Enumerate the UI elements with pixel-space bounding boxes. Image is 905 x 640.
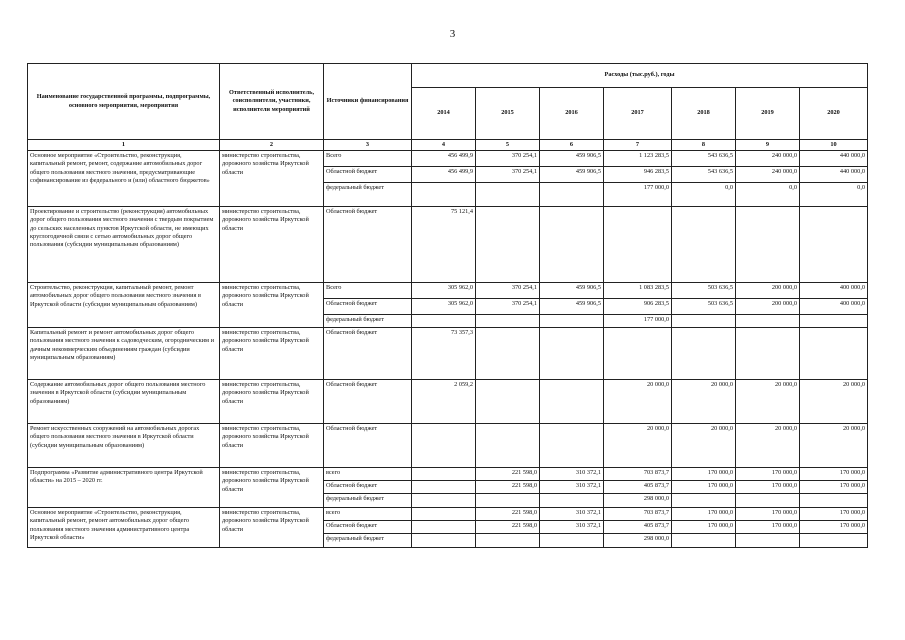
expense-value-2020: 0,0: [800, 183, 868, 207]
column-number: 6: [540, 140, 604, 151]
expense-value-2019: [736, 534, 800, 548]
expense-value-2017: 298 000,0: [604, 534, 672, 548]
expense-value-2016: [540, 328, 604, 380]
expense-value-2020: 170 000,0: [800, 521, 868, 534]
expense-value-2020: 400 000,0: [800, 283, 868, 299]
program-name: Ремонт искусственных сооружений на автомобильных дорогах общего пользования местного значения в Иркутской области (субсидии муниципальным образованиям): [28, 424, 220, 468]
expense-value-2016: [540, 494, 604, 508]
expense-value-2015: [476, 494, 540, 508]
expense-value-2019: 170 000,0: [736, 521, 800, 534]
program-name: Строительство, реконструкция, капитальный ремонт, ремонт автомобильных дорог общего пользования местного значения в Иркутской области (субсидии муниципальным образованиям): [28, 283, 220, 328]
expense-value-2014: [412, 183, 476, 207]
expense-value-2015: 370 254,1: [476, 167, 540, 183]
expense-value-2018: 503 636,5: [672, 299, 736, 315]
expense-value-2019: 240 000,0: [736, 151, 800, 167]
expense-value-2020: 440 000,0: [800, 151, 868, 167]
program-name: Подпрограмма «Развитие административного центра Иркутской области» на 2015 – 2020 гг.: [28, 468, 220, 508]
column-number: 4: [412, 140, 476, 151]
expense-value-2018: 170 000,0: [672, 468, 736, 481]
expense-value-2017: 946 283,5: [604, 167, 672, 183]
funding-source: Областной бюджет: [324, 207, 412, 283]
expense-value-2017: 20 000,0: [604, 424, 672, 468]
expense-value-2014: [412, 481, 476, 494]
expense-value-2019: 200 000,0: [736, 283, 800, 299]
funding-source: Всего: [324, 151, 412, 167]
program-name: Капитальный ремонт и ремонт автомобильных дорог общего пользования местного значения к садоводческим, огородническим и дачным некоммерческим объединениям граждан (субсидии муниципальным образованиям): [28, 328, 220, 380]
table-row: [28, 468, 868, 481]
expense-value-2017: [604, 328, 672, 380]
table-row: [28, 151, 868, 167]
expense-value-2016: 310 372,1: [540, 481, 604, 494]
program-name: Содержание автомобильных дорог общего пользования местного значения в Иркутской области (субсидии муниципальным образованиям): [28, 380, 220, 424]
expense-value-2018: [672, 315, 736, 328]
column-number: 5: [476, 140, 540, 151]
expense-value-2019: [736, 494, 800, 508]
funding-source: Областной бюджет: [324, 521, 412, 534]
funding-source: Областной бюджет: [324, 380, 412, 424]
header-sources: Источники финансирования: [324, 64, 412, 140]
expense-value-2018: [672, 534, 736, 548]
column-number: 3: [324, 140, 412, 151]
expense-value-2020: 20 000,0: [800, 380, 868, 424]
expense-value-2014: 456 499,9: [412, 151, 476, 167]
header-year: 2020: [800, 88, 868, 140]
expense-value-2015: 221 598,0: [476, 468, 540, 481]
expense-value-2019: 170 000,0: [736, 468, 800, 481]
page-number: 3: [449, 28, 456, 40]
expense-value-2020: 170 000,0: [800, 481, 868, 494]
expense-value-2017: 298 000,0: [604, 494, 672, 508]
expense-value-2014: [412, 494, 476, 508]
funding-source: всего: [324, 468, 412, 481]
expense-value-2017: 405 873,7: [604, 521, 672, 534]
responsible-executor: министерство строительства, дорожного хозяйства Иркутской области: [220, 508, 324, 548]
funding-source: федеральный бюджет: [324, 183, 412, 207]
expense-value-2015: [476, 183, 540, 207]
expense-value-2014: 73 357,3: [412, 328, 476, 380]
funding-source: федеральный бюджет: [324, 534, 412, 548]
table-row: [28, 207, 868, 283]
expense-value-2018: 170 000,0: [672, 508, 736, 521]
expense-value-2014: [412, 508, 476, 521]
header-year: 2017: [604, 88, 672, 140]
expense-value-2016: 310 372,1: [540, 521, 604, 534]
expense-value-2020: [800, 328, 868, 380]
funding-source: Областной бюджет: [324, 299, 412, 315]
budget-table: [27, 63, 868, 548]
expense-value-2018: 170 000,0: [672, 481, 736, 494]
program-name: Проектирование и строительство (реконструкция) автомобильных дорог общего пользования местного значения с твердым покрытием до сельских населенных пунктов Иркутской области, не имеющих круглогодичной связи с сетью автомобильных дорог общего пользования (субсидии муниципальным образованиям): [28, 207, 220, 283]
expense-value-2020: [800, 534, 868, 548]
responsible-executor: министерство строительства, дорожного хозяйства Иркутской области: [220, 283, 324, 328]
expense-value-2019: 240 000,0: [736, 167, 800, 183]
responsible-executor: министерство строительства, дорожного хозяйства Иркутской области: [220, 151, 324, 207]
expense-value-2017: 177 000,0: [604, 315, 672, 328]
expense-value-2014: [412, 315, 476, 328]
expense-value-2020: 400 000,0: [800, 299, 868, 315]
expense-value-2018: 0,0: [672, 183, 736, 207]
expense-value-2016: [540, 424, 604, 468]
funding-source: Областной бюджет: [324, 481, 412, 494]
funding-source: Областной бюджет: [324, 424, 412, 468]
header-year: 2014: [412, 88, 476, 140]
expense-value-2016: [540, 183, 604, 207]
expense-value-2018: 503 636,5: [672, 283, 736, 299]
expense-value-2020: [800, 207, 868, 283]
table-row: [28, 424, 868, 468]
expense-value-2018: 170 000,0: [672, 521, 736, 534]
expense-value-2015: 370 254,1: [476, 151, 540, 167]
expense-value-2015: [476, 315, 540, 328]
expense-value-2019: [736, 207, 800, 283]
table-row: [28, 283, 868, 299]
funding-source: всего: [324, 508, 412, 521]
expense-value-2016: 459 906,5: [540, 167, 604, 183]
expense-value-2014: [412, 468, 476, 481]
table-row: [28, 380, 868, 424]
expense-value-2019: [736, 328, 800, 380]
expense-value-2015: [476, 207, 540, 283]
expense-value-2017: 1 083 283,5: [604, 283, 672, 299]
expense-value-2016: 459 906,5: [540, 283, 604, 299]
expense-value-2015: 370 254,1: [476, 299, 540, 315]
expense-value-2018: [672, 328, 736, 380]
expense-value-2015: [476, 328, 540, 380]
header-year: 2019: [736, 88, 800, 140]
column-number: 10: [800, 140, 868, 151]
expense-value-2017: [604, 207, 672, 283]
expense-value-2020: [800, 494, 868, 508]
expense-value-2017: 906 283,5: [604, 299, 672, 315]
expense-value-2016: 459 906,5: [540, 151, 604, 167]
expense-value-2018: 543 636,5: [672, 167, 736, 183]
column-number: 9: [736, 140, 800, 151]
header-year: 2016: [540, 88, 604, 140]
table-row: [28, 508, 868, 521]
responsible-executor: министерство строительства, дорожного хозяйства Иркутской области: [220, 424, 324, 468]
expense-value-2017: 1 123 283,5: [604, 151, 672, 167]
expense-value-2018: 20 000,0: [672, 424, 736, 468]
expense-value-2018: 20 000,0: [672, 380, 736, 424]
program-name: Основное мероприятие «Строительство, реконструкция, капитальный ремонт, ремонт, содержание автомобильных дорог общего пользования местного значения, предусматривающие софинансирование из федерального и (или) областного бюджетов»: [28, 151, 220, 207]
expense-value-2015: 221 598,0: [476, 508, 540, 521]
responsible-executor: министерство строительства, дорожного хозяйства Иркутской области: [220, 380, 324, 424]
expense-value-2020: 440 000,0: [800, 167, 868, 183]
funding-source: федеральный бюджет: [324, 494, 412, 508]
column-number: 7: [604, 140, 672, 151]
column-number: 2: [220, 140, 324, 151]
expense-value-2019: 170 000,0: [736, 508, 800, 521]
expense-value-2017: 703 873,7: [604, 468, 672, 481]
expense-value-2014: [412, 534, 476, 548]
expense-value-2015: 370 254,1: [476, 283, 540, 299]
expense-value-2016: 310 372,1: [540, 468, 604, 481]
expense-value-2015: [476, 534, 540, 548]
header-year: 2018: [672, 88, 736, 140]
column-number: 8: [672, 140, 736, 151]
expense-value-2014: 75 121,4: [412, 207, 476, 283]
column-number: 1: [28, 140, 220, 151]
expense-value-2019: 0,0: [736, 183, 800, 207]
responsible-executor: министерство строительства, дорожного хозяйства Иркутской области: [220, 468, 324, 508]
expense-value-2014: 305 962,0: [412, 283, 476, 299]
expense-value-2016: [540, 534, 604, 548]
expense-value-2016: [540, 207, 604, 283]
responsible-executor: министерство строительства, дорожного хозяйства Иркутской области: [220, 328, 324, 380]
expense-value-2020: 20 000,0: [800, 424, 868, 468]
expense-value-2014: [412, 424, 476, 468]
expense-value-2020: 170 000,0: [800, 468, 868, 481]
expense-value-2020: [800, 315, 868, 328]
header-name: Наименование государственной программы, подпрограммы, основного мероприятия, мероприятия: [28, 64, 220, 140]
expense-value-2014: [412, 521, 476, 534]
expense-value-2019: 20 000,0: [736, 380, 800, 424]
funding-source: Областной бюджет: [324, 328, 412, 380]
expense-value-2018: 543 636,5: [672, 151, 736, 167]
expense-value-2015: [476, 424, 540, 468]
expense-value-2017: 405 873,7: [604, 481, 672, 494]
header-expenses: Расходы (тыс.руб.), годы: [412, 64, 868, 88]
responsible-executor: министерство строительства, дорожного хозяйства Иркутской области: [220, 207, 324, 283]
expense-value-2015: 221 598,0: [476, 481, 540, 494]
program-name: Основное мероприятие «Строительство, реконструкция, капитальный ремонт, ремонт автомобильных дорог общего пользования местного значения административного центра Иркутской области»: [28, 508, 220, 548]
table-row: [28, 328, 868, 380]
header-responsible: Ответственный исполнитель, соисполнители, участники, исполнители мероприятий: [220, 64, 324, 140]
header-year: 2015: [476, 88, 540, 140]
expense-value-2018: [672, 207, 736, 283]
expense-value-2014: 456 499,9: [412, 167, 476, 183]
expense-value-2017: 20 000,0: [604, 380, 672, 424]
funding-source: федеральный бюджет: [324, 315, 412, 328]
expense-value-2016: [540, 315, 604, 328]
expense-value-2014: 2 059,2: [412, 380, 476, 424]
expense-value-2019: [736, 315, 800, 328]
expense-value-2017: 177 000,0: [604, 183, 672, 207]
expense-value-2015: 221 598,0: [476, 521, 540, 534]
expense-value-2019: 20 000,0: [736, 424, 800, 468]
expense-value-2014: 305 962,0: [412, 299, 476, 315]
expense-value-2015: [476, 380, 540, 424]
expense-value-2016: [540, 380, 604, 424]
expense-value-2017: 703 873,7: [604, 508, 672, 521]
expense-value-2018: [672, 494, 736, 508]
expense-value-2016: 310 372,1: [540, 508, 604, 521]
expense-value-2020: 170 000,0: [800, 508, 868, 521]
expense-value-2019: 170 000,0: [736, 481, 800, 494]
expense-value-2019: 200 000,0: [736, 299, 800, 315]
expense-value-2016: 459 906,5: [540, 299, 604, 315]
funding-source: Областной бюджет: [324, 167, 412, 183]
funding-source: Всего: [324, 283, 412, 299]
